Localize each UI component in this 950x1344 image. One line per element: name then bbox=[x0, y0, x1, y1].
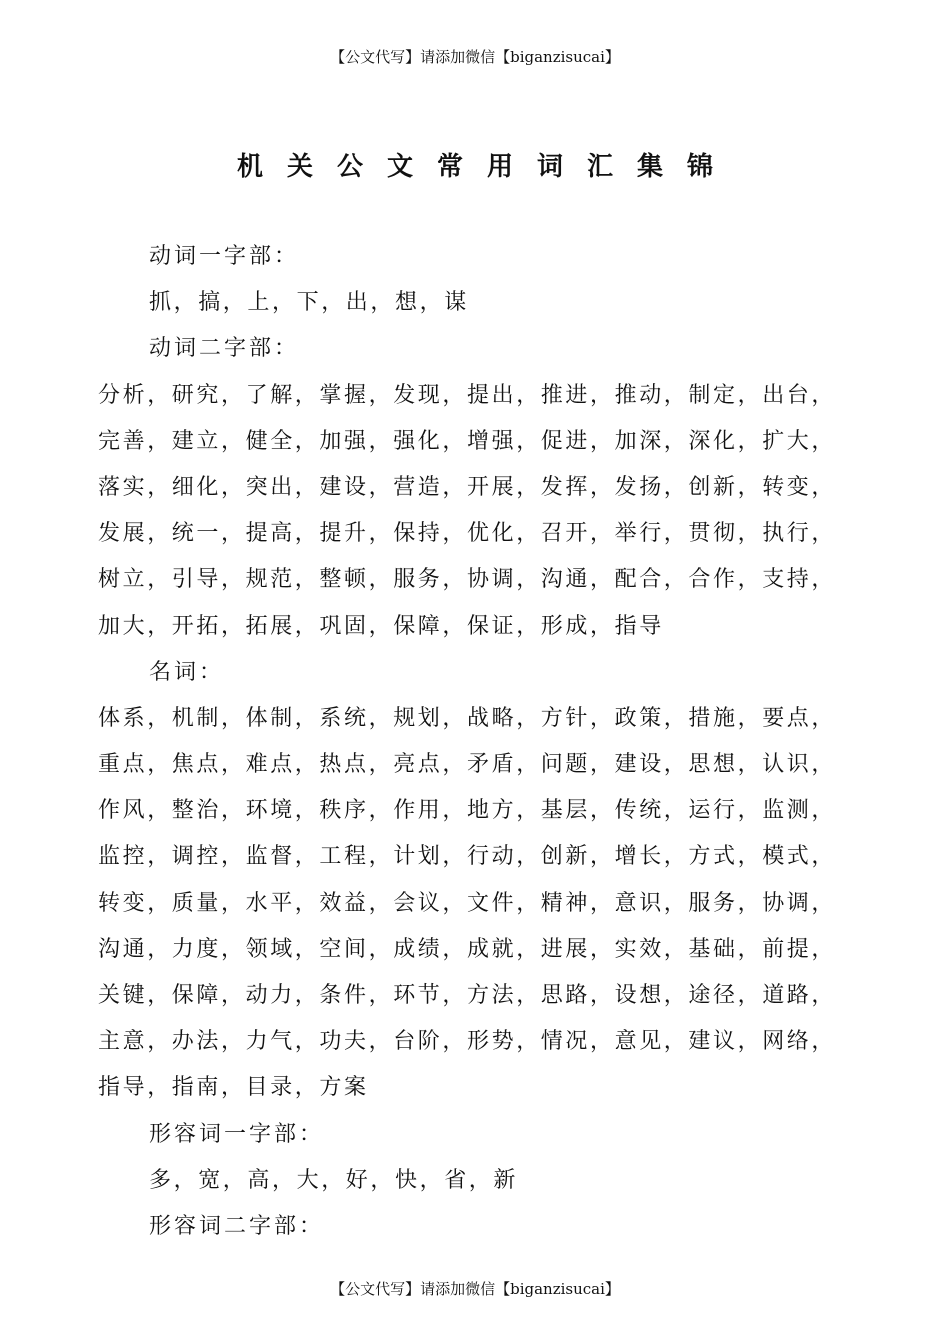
word-list-line: 指导，指南，目录，方案 bbox=[98, 1075, 369, 1101]
word-list-line: 监控，调控，监督，工程，计划，行动，创新，增长，方式，模式， bbox=[98, 844, 837, 870]
word-list-line: 完善，建立，健全，加强，强化，增强，促进，加深，深化，扩大， bbox=[98, 428, 837, 454]
word-list-line: 作风，整治，环境，秩序，作用，地方，基层，传统，运行，监测， bbox=[98, 798, 837, 824]
section-heading-adjective-one-char: 形容词一字部： bbox=[149, 1121, 325, 1147]
section-heading-verb-one-char: 动词一字部： bbox=[149, 244, 300, 269]
word-list-line: 发展，统一，提高，提升，保持，优化，召开，举行，贯彻，执行， bbox=[98, 521, 837, 547]
word-list-line: 重点，焦点，难点，热点，亮点，矛盾，问题，建设，思想，认识， bbox=[98, 752, 837, 778]
word-list-line: 主意，办法，力气，功夫，台阶，形势，情况，意见，建议，网络， bbox=[98, 1029, 837, 1055]
word-list-line: 关键，保障，动力，条件，环节，方法，思路，设想，途径，道路， bbox=[98, 983, 837, 1008]
word-list-line: 分析，研究，了解，掌握，发现，提出，推进，推动，制定，出台， bbox=[98, 382, 837, 408]
document-title: 机关公文常用词汇集锦 bbox=[236, 152, 737, 182]
document-body bbox=[98, 234, 858, 1250]
word-list-line: 加大，开拓，拓展，巩固，保障，保证，形成，指导 bbox=[98, 613, 664, 639]
word-list-line: 抓，搞，上，下，出，想，谋 bbox=[149, 290, 469, 316]
section-heading-verb-two-char: 动词二字部： bbox=[149, 336, 300, 362]
page-header: 【公文代写】请添加微信【biganzisucai】 bbox=[330, 48, 620, 66]
word-list-line: 树立，引导，规范，整顿，服务，协调，沟通，配合，合作，支持， bbox=[98, 567, 837, 593]
word-list-line: 体系，机制，体制，系统，规划，战略，方针，政策，措施，要点， bbox=[98, 705, 837, 731]
page-footer: 【公文代写】请添加微信【biganzisucai】 bbox=[330, 1280, 620, 1298]
word-list-line: 转变，质量，水平，效益，会议，文件，精神，意识，服务，协调， bbox=[98, 890, 837, 916]
section-heading-adjective-two-char: 形容词二字部： bbox=[149, 1213, 325, 1239]
word-list-line: 多，宽，高，大，好，快，省，新 bbox=[149, 1167, 519, 1193]
word-list-line: 沟通，力度，领域，空间，成绩，成就，进展，实效，基础，前提， bbox=[98, 936, 837, 962]
section-heading-noun: 名词： bbox=[149, 659, 225, 685]
word-list-line: 落实，细化，突出，建设，营造，开展，发挥，发扬，创新，转变， bbox=[98, 474, 837, 500]
